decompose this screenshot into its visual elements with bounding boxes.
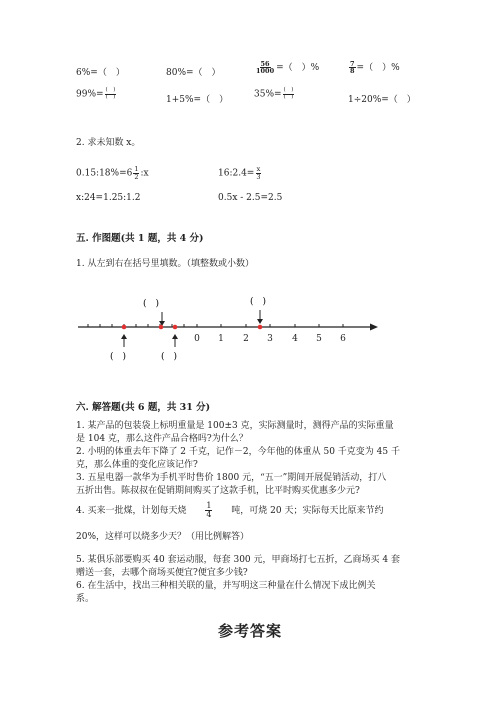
arrow-down-icon [159,312,165,326]
question-line: 系。 [76,594,95,604]
blank-above-left: ( ) [143,299,160,309]
tick-label-2: 2 [243,334,249,344]
fraction: $\frac{7}{8}$ [350,59,355,75]
arrow-down-icon [257,310,263,324]
expr-text: 0.15:18%=6 [76,168,133,179]
question-line: 6. 在生活中，找出三种相关联的量，并写明这三种量在什么情况下成比例关 [76,581,376,591]
tick-label-5: 5 [316,334,322,344]
tick-label-3: 3 [267,334,273,344]
heading-text: 2. 求未知数 x。 [76,138,141,148]
expr-99-percent [76,88,117,100]
answer-title: 参考答案 [217,622,282,640]
question-line: 五折出售。陈叔叔在促销期间购买了这款手机，比平时购买优惠多少元? [76,486,360,496]
question-6 [76,580,426,606]
fraction: $\frac{( )}{( )}$ [283,87,294,100]
number-line [0,288,500,368]
expr-35-percent [254,88,295,100]
point-marker [122,325,127,330]
expr-80-percent [166,65,221,78]
point-marker [173,325,178,330]
fraction: $\frac{x}{3}$ [256,165,261,181]
question-line: 是 104 克，那么这件产品合格吗?为什么？ [76,434,248,444]
expr-text: 1+5%=（ ） [166,95,229,105]
question-heading [76,135,140,148]
expr-text: =（ ）% [276,63,320,73]
question-label: 1. 从左到右在括号里填数。（填整数或小数） [76,259,254,269]
question-line: 4. 买来一批煤，计划每天烧 [76,506,187,516]
expr-text: 1÷20%=（ ） [348,95,416,105]
expr-text: =（ ）% [356,63,400,73]
blank-below-right: ( ) [161,352,178,362]
question-line: 3. 五星电器一款华为手机平时售价 1800 元，“五一”期间开展促销活动，打八 [76,473,387,483]
equation-1 [76,166,149,180]
arrow-up-icon [172,334,178,347]
question-line: 20%，这样可以烧多少天？（用比例解答） [76,532,250,542]
question-3 [76,472,426,498]
expr-text: 16:2.4= [218,168,255,179]
section-heading-6: 六. 解答题(共 6 题，共 31 分) [76,402,211,413]
section-heading-5: 五. 作图题(共 1 题，共 4 分) [76,233,204,244]
tick-label-6: 6 [340,334,346,344]
expr-text: 80%=（ ） [166,68,221,78]
tick-label-1: 1 [218,334,224,344]
blank-below-left: ( ) [110,352,127,362]
point-marker [159,325,164,330]
expr-text: 35%= [254,89,282,100]
question-5 [76,554,426,580]
arrow-up-icon [121,334,127,347]
fraction: $\frac{56}{1000}$ [256,59,275,75]
question-4-line-2 [76,529,249,542]
question-text [76,256,254,269]
axis-arrow-icon [370,324,378,331]
fraction: $\frac{( )}{( )}$ [105,87,116,100]
expr-text: 6%=（ ） [76,68,125,78]
equation-3 [76,193,141,203]
equation-4 [218,193,282,203]
question-line: 2. 小明的体重去年下降了 2 千克，记作－2，今年他的体重从 50 千克变为 45 千 [76,447,400,457]
equation-2 [218,166,262,180]
fraction: $\frac{1}{2}$ [134,165,139,181]
question-line: 克，那么体重的变化应该记作? [76,460,198,470]
expr-1-plus-5-percent [166,92,228,105]
expr-text: 99%= [76,89,104,100]
expr-7-over-8 [348,60,400,75]
tick-label-4: 4 [292,334,298,344]
question-1 [76,420,426,446]
question-4-line-1 [76,502,383,519]
tick-label-0: 0 [194,334,200,344]
point-marker [258,325,263,330]
question-line: 1. 某产品的包装袋上标明重量是 100±3 克，实际测量时，测得产品的实际重量 [76,421,394,431]
question-2 [76,446,426,472]
expr-56-over-1000 [254,60,319,75]
expr-text: x:24=1.25:1.2 [76,193,141,203]
expr-text: 0.5x - 2.5=2.5 [218,193,283,203]
expr-text: :x [140,168,149,179]
question-line: 赠送一套，去哪个商场买便宜?便宜多少钱? [76,568,248,578]
blank-above-right: ( ) [250,297,267,307]
fraction: $\frac{1}{4}$ [206,501,212,519]
expr-1-div-20-percent [348,92,416,105]
question-line: 吨，可烧 20 天；实际每天比原来节约 [231,506,384,516]
question-line: 5. 某俱乐部要购买 40 套运动服，每套 300 元，甲商场打七五折，乙商场买 4 套 [76,555,400,565]
expr-6-percent [76,65,125,78]
